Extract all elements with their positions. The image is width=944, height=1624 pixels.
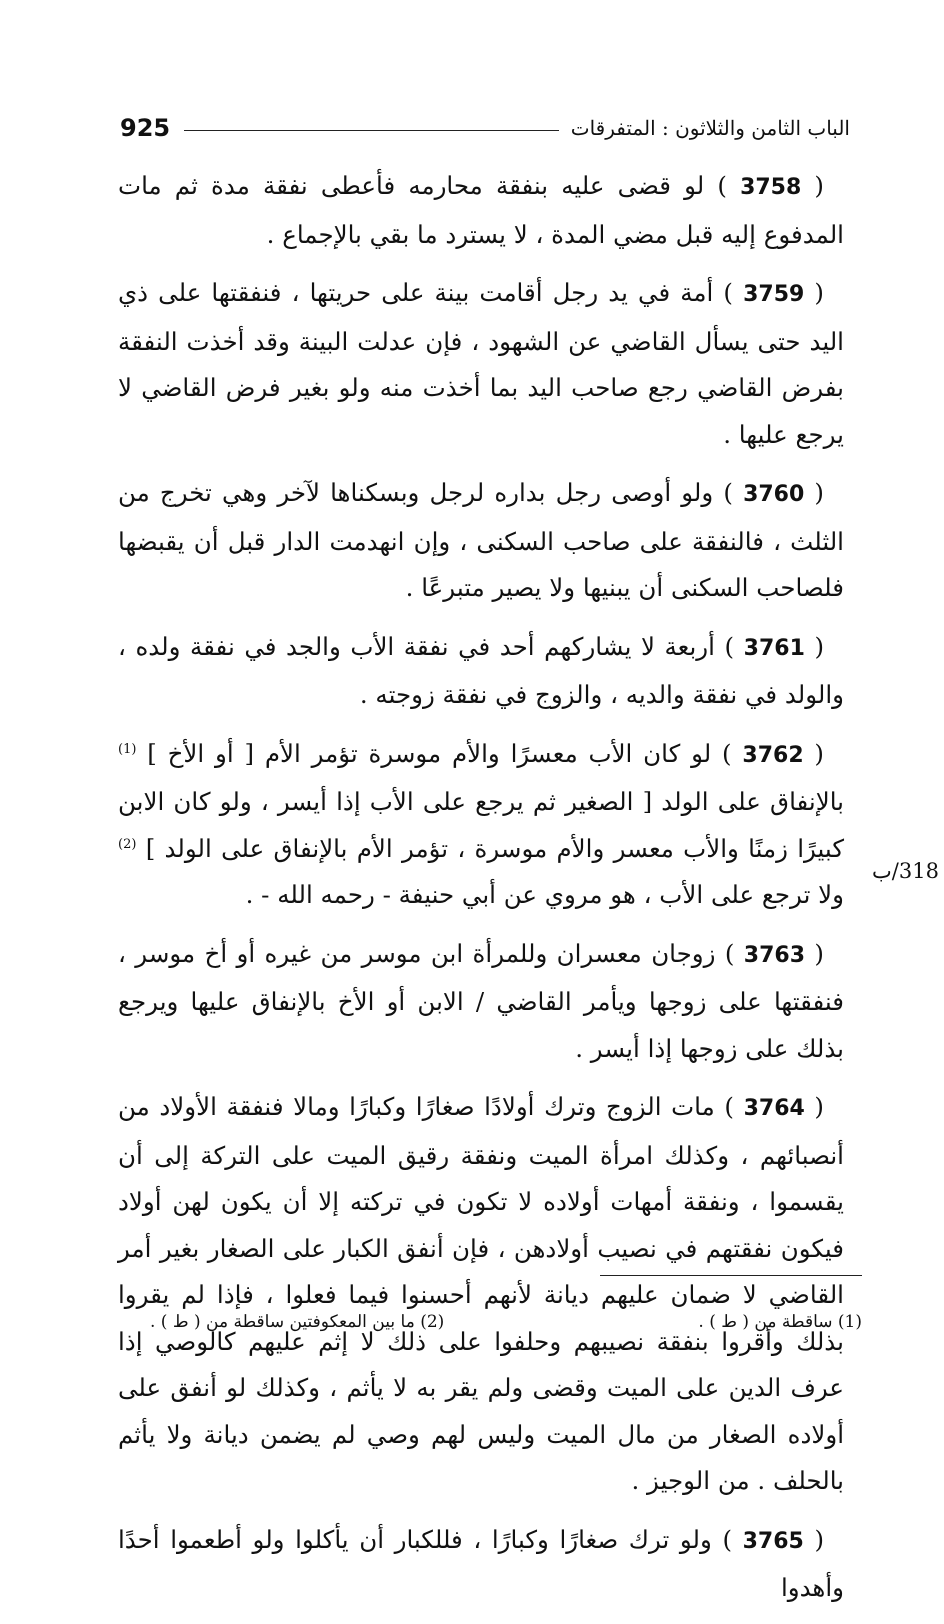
paragraph-text: ) زوجان معسران وللمرأة ابن موسر من غيره أو أخ موسر ، فنفقتها على زوجها ويأمر القاضي / الابن أو الأخ بالإنفاق عليها ويرجع بذلك على زوجها إذا أيسر .: [118, 938, 844, 1063]
paragraph-text: ) أمة في يد رجل أقامت بينة على حريتها ، فنفقتها على ذي اليد حتى يسأل القاضي عن الشهود ، فإن عدلت البينة وقد أخذت النفقة بفرض القاضي رجع صاحب اليد بما أخذت منه ولو بغير فرض القاضي لا يرجع عليها .: [118, 278, 844, 449]
footnote-2: (2) ما بين المعكوفتين ساقطة من ( ط ) .: [150, 1312, 445, 1332]
issue-number: 3761: [743, 635, 805, 661]
paragraph-text: ) ولو ترك صغارًا وكبارًا ، فللكبار أن يأكلوا ولو أطعموا أحدًا وأهدوا: [118, 1524, 844, 1602]
paragraph-3759: [118, 270, 844, 458]
issue-number: 3765: [742, 1528, 804, 1554]
main-text: [118, 163, 844, 1624]
paragraph-3763: [118, 931, 844, 1073]
paragraph-text: ) ولو أوصى رجل بداره لرجل وبسكناها لآخر وهي تخرج من الثلث ، فالنفقة على صاحب السكنى ، وإن انهدمت الدار قبل أن يقبضها فلصاحب السكنى أن يبنيها ولا يصير متبرعًا .: [118, 478, 844, 602]
footnotes: [150, 1312, 862, 1332]
paragraph-3760: [118, 470, 844, 612]
paragraph-text: ) لو كان الأب معسرًا والأم موسرة تؤمر الأم [ أو الأخ ]: [136, 738, 743, 768]
issue-number: 3760: [743, 482, 805, 507]
page-header: [120, 108, 850, 148]
paragraph-3758: [118, 163, 844, 258]
paren-open: (: [803, 738, 824, 768]
paren-open: (: [801, 171, 824, 200]
issue-number: 3764: [743, 1096, 805, 1121]
issue-number: 3759: [743, 282, 805, 307]
issue-number: 3758: [740, 175, 802, 200]
paren-open: (: [804, 631, 825, 661]
paragraph-3762: [118, 731, 844, 919]
paragraph-text: ) أربعة لا يشاركهم أحد في نفقة الأب والجد في نفقة ولده ، والولد في نفقة والديه ، والزوج في نفقة زوجته .: [118, 631, 844, 709]
paren-open: (: [804, 278, 824, 307]
issue-number: 3762: [742, 742, 804, 768]
footnote-ref-2[interactable]: (2): [118, 836, 137, 852]
paren-open: (: [804, 1092, 824, 1121]
manuscript-folio-note: 318/ب: [872, 859, 939, 883]
paren-open: (: [805, 938, 824, 968]
footnote-1: (1) ساقطة من ( ط ) .: [698, 1312, 862, 1332]
running-title: الباب الثامن والثلاثون : المتفرقات: [570, 116, 850, 140]
paragraph-text: ولا ترجع على الأب ، هو مروي عن أبي حنيفة - رحمه الله - .: [245, 880, 844, 909]
paragraph-text: ) لو قضى عليه بنفقة محارمه فأعطى نفقة مدة ثم مات المدفوع إليه قبل مضي المدة ، لا يسترد ما بقي بالإجماع .: [118, 171, 844, 249]
paren-open: (: [804, 478, 824, 507]
footnote-rule: [600, 1275, 862, 1276]
header-rule: [184, 130, 559, 131]
footnote-ref-1[interactable]: (1): [118, 741, 137, 757]
paragraph-3764: [118, 1084, 844, 1505]
paragraph-text: بالإنفاق على الولد [ الصغير ثم يرجع على الأب إذا أيسر ، ولو كان الابن كبيرًا زمنًا والأب معسر والأم موسرة ، تؤمر الأم بالإنفاق على الولد ]: [118, 787, 844, 863]
page-number: 925: [120, 114, 171, 142]
paragraph-text: ) مات الزوج وترك أولادًا صغارًا وكبارًا ومالا فنفقة الأولاد من أنصبائهم ، وكذلك امرأة الميت ونفقة رقيق الميت على التركة إلى أن يقسموا ، ونفقة أمهات أولاده لا تكون في تركته إلا أن يكون لهن أولاد فيكون نفقتهم في نصيب أولادهن ، فإن أنفق الكبار على الصغار بغير أمر القاضي لا ضمان عليهم ديانة لأنهم أحسنوا فيما فعلوا ، فإذا لم يقروا بذلك وأقروا بنفقة نصيبهم وحلفوا على ذلك لا إثم عليهم كالوصي إذا عرف الدين على الميت وقضى ولم يقر به لا يأثم ، وكذلك لو أنفق على أولاده الصغار من مال الميت وليس لهم وصي لم يضمن ديانة ولا يأثم بالحلف . من الوجيز .: [118, 1092, 844, 1495]
paragraph-3761: [118, 624, 844, 719]
issue-number: 3763: [743, 942, 806, 968]
paragraph-3765: [118, 1517, 844, 1612]
paren-open: (: [803, 1524, 824, 1554]
